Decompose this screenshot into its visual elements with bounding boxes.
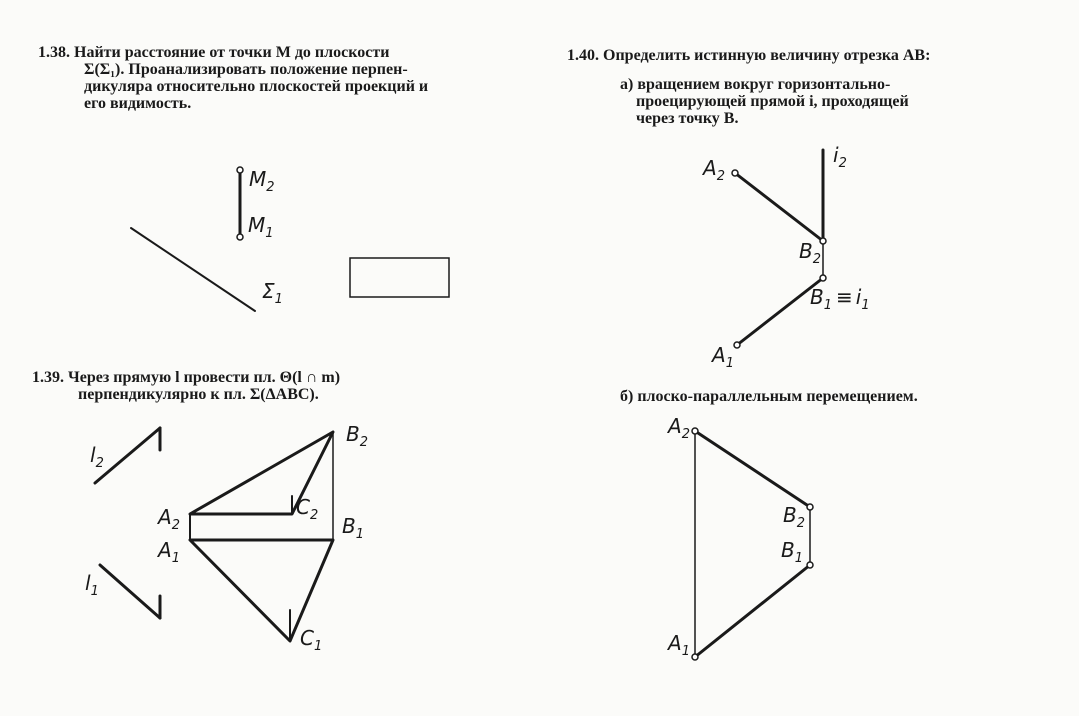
part-a-line-2: проецирующей прямой i, проходящей [636, 93, 909, 110]
label-a1: $A_1$ [712, 343, 734, 371]
label-a2: $A_2$ [668, 414, 690, 442]
problem-1-39-number: 1.39. [32, 369, 64, 386]
segment-a1b1 [695, 565, 810, 657]
label-b1: $B_1$ [781, 538, 804, 566]
problem-1-39-line-1: 1.39. Через прямую l провести пл. Θ(l ∩ m) [32, 369, 341, 386]
point-m2 [237, 167, 243, 173]
part-a-line-1: а) вращением вокруг горизонтально- [620, 76, 891, 93]
part-b-line: б) плоско-параллельным перемещением. [620, 388, 918, 405]
point-b1 [820, 275, 826, 281]
drawing-1-38 [131, 167, 449, 311]
problem-1-38-line-3: дикуляра относительно плоскостей проекций и [84, 78, 429, 95]
label-a2: $A_2$ [158, 505, 180, 533]
problem-1-38-line-2: Σ(Σ₁). Проанализировать положение перпен- [84, 61, 408, 78]
point-b2 [807, 504, 813, 510]
problem-1-38-line-4: его видимость. [84, 95, 192, 112]
problem-1-40-title: 1.40. Определить истинную величину отрезка AB: [567, 47, 931, 64]
label-a2: $A_2$ [703, 156, 725, 184]
problem-1-40-number: 1.40. [567, 47, 599, 64]
label-l1: $l_1$ [85, 571, 99, 599]
label-a1: $A_1$ [668, 631, 690, 659]
point-b2 [820, 238, 826, 244]
plane-sigma1-trace [131, 228, 255, 311]
point-m1 [237, 234, 243, 240]
point-a2 [732, 170, 738, 176]
point-a1 [734, 342, 740, 348]
drawing-1-39 [85, 422, 368, 654]
point-a2 [692, 428, 698, 434]
problem-1-38-number: 1.38. [38, 44, 70, 61]
label-c2: $C_2$ [296, 495, 319, 523]
segment-a2b2 [735, 173, 823, 241]
line-l2 [95, 428, 160, 483]
label-b2: $B_2$ [799, 239, 822, 267]
label-b2: $B_2$ [783, 503, 806, 531]
label-sigma1: $\Sigma_1$ [262, 279, 283, 307]
point-a1 [692, 654, 698, 660]
label-b1: $B_1$ [342, 514, 365, 542]
label-m2: $M_2$ [249, 167, 275, 195]
answer-box [350, 258, 449, 297]
label-l2: $l_2$ [90, 443, 104, 471]
segment-a2b2 [695, 431, 810, 507]
triangle-abc-front [190, 432, 333, 514]
problem-1-39-line-2: перпендикулярно к пл. Σ(ΔABC). [78, 386, 319, 403]
part-a-line-3: через точку B. [636, 110, 739, 127]
label-i2: $i_2$ [833, 143, 847, 171]
drawing-1-40-a [701, 143, 870, 371]
label-a1: $A_1$ [158, 538, 180, 566]
drawing-1-40-b [666, 414, 813, 660]
line-l1 [100, 565, 160, 618]
label-m1: $M_1$ [248, 213, 274, 241]
label-c1: $C_1$ [300, 626, 323, 654]
label-b2: $B_2$ [346, 422, 369, 450]
problem-1-38-line-1: 1.38. Найти расстояние от точки M до плоскости [38, 44, 390, 61]
point-b1 [807, 562, 813, 568]
label-b1-i1: $B_1 \equiv i_1$ [810, 285, 870, 313]
